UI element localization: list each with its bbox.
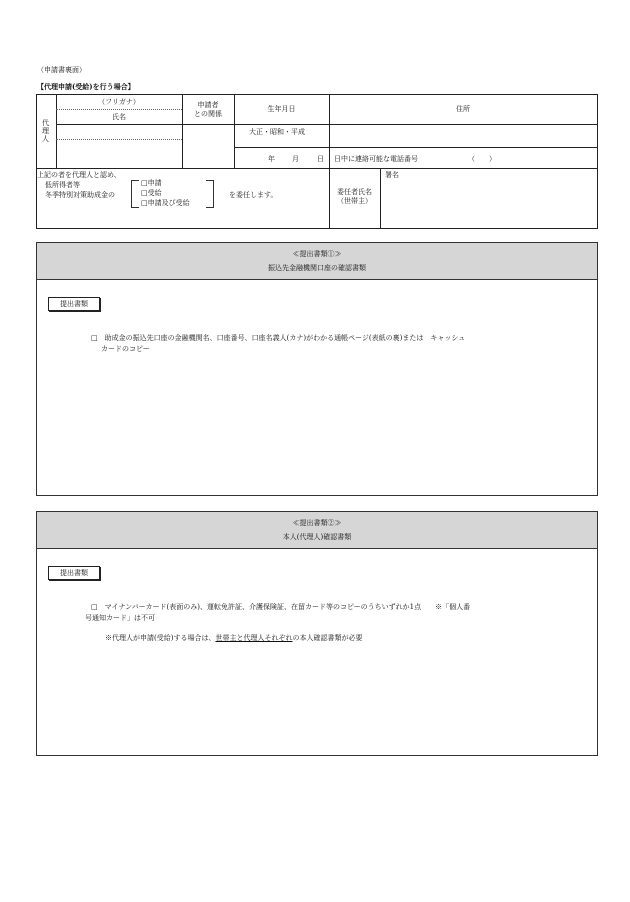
- option-receive: □受給: [141, 189, 162, 197]
- note-underlined: 世帯主と代理人それぞれ: [215, 634, 293, 642]
- birthdate-label: 生年月日: [267, 105, 296, 113]
- delegator-label-1: 委任者氏名: [337, 188, 372, 196]
- delegation-line-2: 低所得者等: [45, 181, 80, 189]
- delegator-label-2: （世帯主）: [337, 197, 372, 205]
- phone-label: 日中に連絡可能な電話番号: [334, 155, 418, 163]
- option-apply: □申請: [141, 179, 162, 187]
- date-month: 月: [292, 155, 299, 163]
- section-2-tag: 提出書類: [48, 566, 100, 580]
- note-suffix: の本人確認書類が必要: [292, 634, 363, 642]
- phone-parens: （ ）: [468, 155, 496, 163]
- furigana-label: （フリガナ）: [98, 98, 140, 106]
- documents-section-1: [36, 242, 598, 496]
- section-1-heading: ≪提出書類①≫: [292, 250, 342, 258]
- section-2-subheading: 本人(代理人)確認書類: [282, 533, 352, 541]
- section-2-item-line-1: □ マイナンバーカード(表面のみ)、運転免許証、介護保険証、在留カード等のコピーのうちいずれか1点 ※「個人番: [91, 603, 471, 611]
- signature-label: 署名: [385, 171, 399, 179]
- section-title: 【代理申請(受給)を行う場合】: [37, 82, 135, 91]
- section-1-header: [37, 243, 597, 280]
- note-prefix: ※代理人が申請(受給)する場合は、: [105, 634, 216, 642]
- delegation-end: を委任します。: [229, 191, 278, 199]
- section-2-header: [37, 512, 597, 549]
- page-note: （申請書裏面）: [37, 66, 86, 74]
- right-bracket: [206, 180, 214, 208]
- agent-side-label-2: 理: [42, 127, 49, 135]
- relation-label-1: 申請者: [197, 101, 219, 109]
- delegation-line-3: 冬季特別対策助成金の: [45, 191, 115, 199]
- delegation-line-1: 上記の者を代理人と認め、: [37, 171, 121, 179]
- section-2-heading: ≪提出書類②≫: [292, 519, 342, 527]
- date-day: 日: [317, 155, 324, 163]
- name-label: 氏名: [112, 113, 126, 121]
- section-1-item-line-2: カードのコピー: [101, 345, 150, 353]
- section-2-note: [105, 635, 362, 642]
- left-bracket: [131, 180, 139, 208]
- agent-side-label-1: 代: [42, 119, 49, 127]
- address-label: 住所: [456, 105, 470, 113]
- option-apply-and-receive: □申請及び受給: [141, 199, 190, 207]
- section-1-tag: 提出書類: [48, 297, 100, 311]
- section-2-item-line-2: 号通知カード」は不可: [85, 614, 155, 622]
- documents-section-2: [36, 511, 598, 756]
- section-1-subheading: 振込先金融機関口座の確認書類: [268, 264, 366, 272]
- era-options: 大正・昭和・平成: [249, 128, 305, 136]
- section-1-item-line-1: □ 助成金の振込先口座の金融機関名、口座番号、口座名義人(カナ)がわかる通帳ページ(表紙の裏)または キャッシュ: [91, 334, 466, 342]
- relation-label-2: との関係: [194, 110, 222, 118]
- date-year: 年: [268, 155, 275, 163]
- agent-side-label-3: 人: [42, 135, 49, 143]
